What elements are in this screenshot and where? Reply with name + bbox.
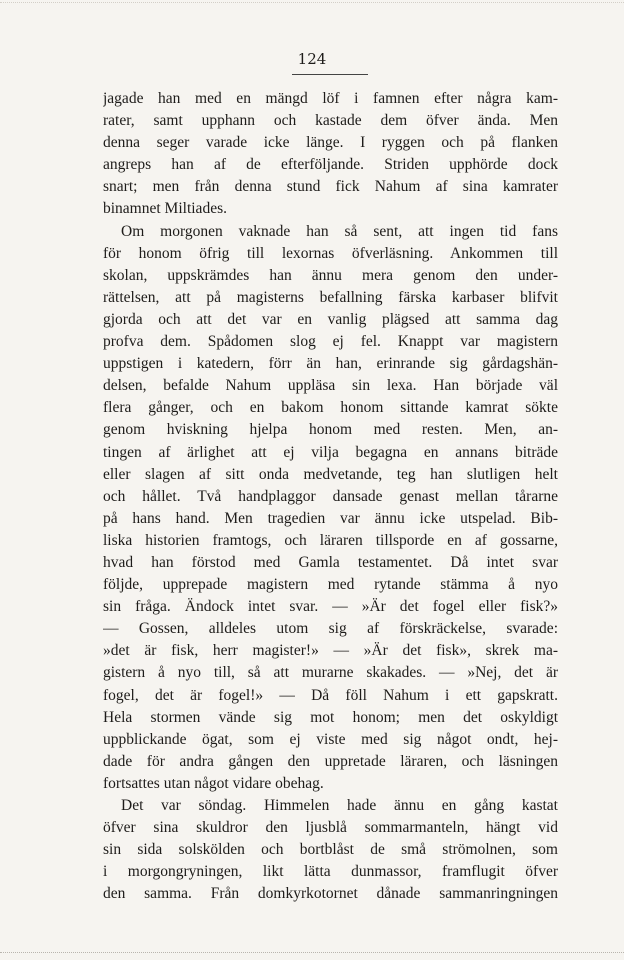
text-line: följde, upprepade magistern med rytande stämma å nyo bbox=[103, 576, 558, 594]
text-line: på hans hand. Men tragedien var ännu icke utspelad. Bib- bbox=[103, 509, 558, 527]
text-line: denna seger varade icke länge. I ryggen och på flanken bbox=[103, 134, 558, 152]
text-line: sin fråga. Ändock intet svar. — »Är det fogel eller fisk?» bbox=[103, 598, 558, 616]
text-line: profva dem. Spådomen slog ej fel. Knappt var magistern bbox=[103, 333, 558, 351]
text-line: för honom öfrig till lexornas öfverläsning. Ankommen till bbox=[103, 244, 558, 262]
text-line: angreps han af de efterföljande. Striden upphörde dock bbox=[103, 156, 558, 174]
text-line: delsen, befalde Nahum uppläsa sin lexa. Han började väl bbox=[103, 377, 558, 395]
text-line: rättelsen, att på magisterns befallning färska karbaser blifvit bbox=[103, 288, 558, 306]
text-line: snart; men från denna stund fick Nahum af sina kamrater bbox=[103, 178, 558, 196]
paragraph-start-line: Om morgonen vaknade han så sent, att ingen tid fans bbox=[121, 222, 558, 240]
text-line: rater, samt upphann och kastade dem öfver ända. Men bbox=[103, 112, 558, 130]
text-line: jagade han med en mängd löf i famnen efter några kam- bbox=[103, 90, 558, 107]
text-line: — Gossen, alldeles utom sig af förskräckelse, svarade: bbox=[103, 620, 558, 638]
text-line: fortsattes utan något vidare obehag. bbox=[103, 774, 324, 792]
scan-bottom-edge bbox=[0, 952, 624, 954]
text-line: uppstigen i katedern, förr än han, erinrande sig gårdagshän- bbox=[103, 355, 558, 373]
page-number: 124 bbox=[297, 50, 327, 68]
text-line: eller slagen af sitt onda medvetande, teg han slutligen helt bbox=[103, 465, 558, 483]
text-line: öfver sina skuldror den ljusblå sommarmanteln, hängt vid bbox=[103, 819, 558, 837]
text-line: genom hviskning hjelpa honom med resten. Men, an- bbox=[103, 421, 558, 439]
paragraph-start-line: Det var söndag. Himmelen hade ännu en gång kastat bbox=[121, 797, 558, 814]
text-line: och hållet. Två handplaggor dansade genast mellan tårarne bbox=[103, 487, 558, 505]
text-line: binamnet Miltiades. bbox=[103, 200, 227, 218]
text-line: Hela stormen vände sig mot honom; men det oskyldigt bbox=[103, 708, 558, 726]
text-line: gistern å nyo till, så att murarne skakades. — »Nej, det är bbox=[103, 664, 558, 682]
text-line: tingen af ärlighet att ej vilja begagna en annans biträde bbox=[103, 443, 558, 461]
text-line: sin sida solskölden och bortblåst de små strömolnen, som bbox=[103, 841, 558, 859]
text-line: flera gånger, och en bakom honom sittande kamrat sökte bbox=[103, 399, 558, 417]
text-line: liska historien framtogs, och läraren tillsporde en af gossarne, bbox=[103, 531, 558, 549]
header-rule bbox=[292, 74, 368, 75]
scan-top-edge bbox=[0, 2, 624, 4]
text-line: gjorda och att det var en vanlig plägsed att samma dag bbox=[103, 310, 558, 328]
body-text bbox=[103, 88, 558, 905]
text-line: »det är fisk, herr magister!» — »Är det fisk», skrek ma- bbox=[103, 642, 558, 660]
text-line: den samma. Från domkyrkotornet dånade sammanringningen bbox=[103, 885, 558, 903]
text-line: hvad han förstod med Gamla testamentet. Då intet svar bbox=[103, 553, 558, 571]
text-line: i morgongryningen, likt lätta dunmassor, framflugit öfver bbox=[103, 863, 558, 881]
text-line: fogel, det är fogel!» — Då föll Nahum i ett gapskratt. bbox=[103, 686, 558, 704]
text-line: skolan, uppskrämdes han ännu mera genom den under- bbox=[103, 266, 558, 284]
text-line: uppblickande ögat, som ej viste med sig något ondt, hej- bbox=[103, 730, 558, 748]
text-line: dade för andra gången den uppretade läraren, och läsningen bbox=[103, 752, 558, 770]
